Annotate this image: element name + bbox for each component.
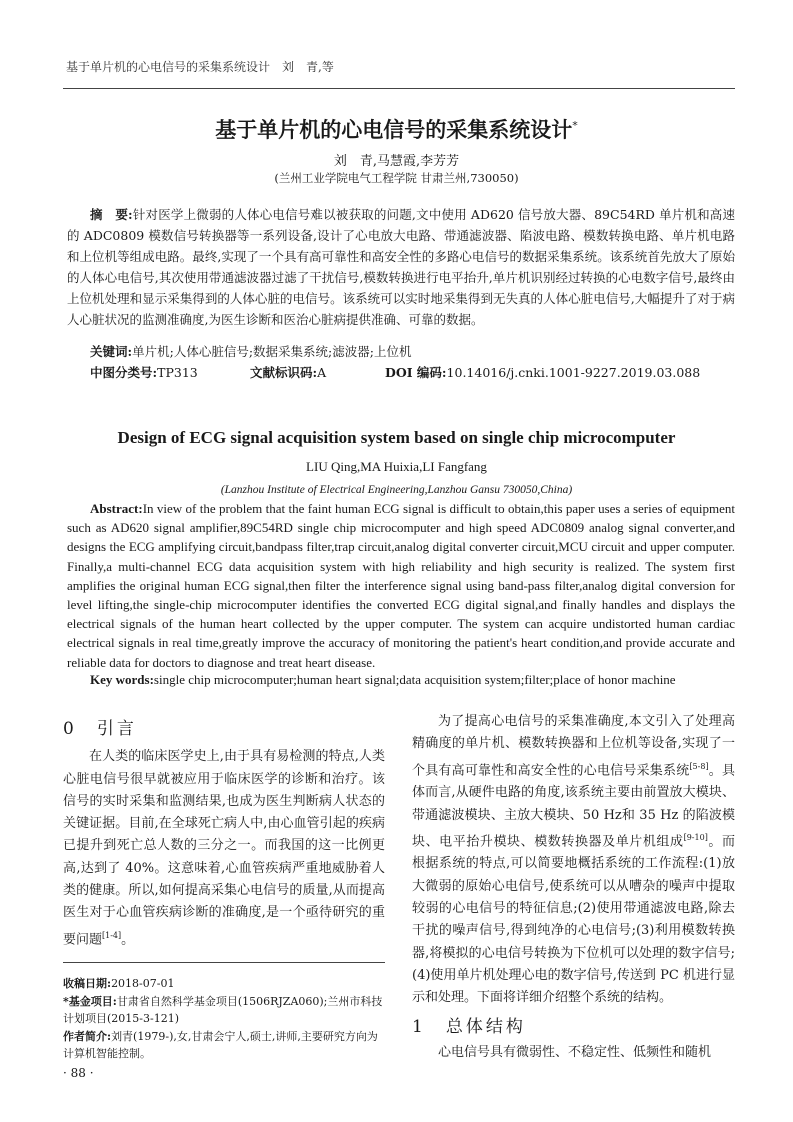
right-text-b: 。具体而言,从硬件电路的角度,该系统主要由前置放大模块、带通滤波模块、主放大模块、50 Hz和 35 Hz 的陷波模块、电平抬升模块、模数转换器及单片机组成	[412, 762, 735, 850]
doi-value: 10.14016/j.cnki.1001-9227.2019.03.088	[446, 365, 701, 380]
citation: [9-10]	[683, 832, 708, 842]
citation: [1-4]	[102, 930, 122, 940]
page-number: · 88 ·	[63, 1066, 94, 1080]
section-0-text: 在人类的临床医学史上,由于具有易检测的特点,人类心脏电信号很早就被应用于临床医学的诊断和治疗。该信号的实时采集和监测结果,也成为医生判断病人状态的关键证据。目前,在全球死亡病人中,由心血管引起的疾病已提升到死亡总人数的三分之一。而我国的这一比例更高,达到了 40%。这意味着,心血管疾病严重地威胁着人类的健康。所以,如何提高采集心电信号的质量,从而提高医生对于心血管疾病诊断的准确度,是一个亟待研究的重要问题	[63, 749, 385, 947]
abstract-en-label: Abstract:	[90, 501, 143, 516]
running-header: 基于单片机的心电信号的采集系统设计 刘 青,等	[66, 60, 334, 74]
title-en: Design of ECG signal acquisition system based on single chip microcomputer	[117, 428, 676, 447]
doi	[385, 363, 700, 381]
fund-label: *基金项目:	[63, 994, 117, 1008]
section-1-title: 总体结构	[445, 1016, 526, 1037]
fund-value: 甘肃省自然科学基金项目(1506RJZA060);兰州市科技计划项目(2015-3-121)	[63, 994, 383, 1025]
footnote-fund	[63, 993, 385, 1028]
section-0-heading	[63, 718, 385, 740]
footnotes	[63, 975, 385, 1063]
citation: [5-8]	[689, 761, 709, 771]
doi-label: DOI 编码:	[385, 365, 447, 380]
keywords-cn-label: 关键词:	[90, 344, 133, 359]
section-0-end: 。	[121, 932, 135, 947]
header-rule	[63, 88, 735, 89]
footnote-rule	[63, 962, 385, 963]
paper-title	[0, 114, 793, 144]
title-text: 基于单片机的心电信号的采集系统设计	[215, 118, 573, 142]
abstract-cn	[67, 204, 735, 330]
doc-code-label: 文献标识码:	[250, 365, 318, 380]
section-1-heading	[412, 1016, 735, 1038]
received-label: 收稿日期:	[63, 977, 112, 990]
footnote-received	[63, 975, 385, 993]
doc-code	[250, 363, 326, 381]
doc-code-value: A	[317, 365, 327, 380]
section-0-paragraph	[63, 746, 385, 951]
keywords-cn	[90, 342, 411, 360]
keywords-en-label: Key words:	[90, 672, 154, 687]
footnote-author	[63, 1028, 385, 1063]
keywords-cn-text: 单片机;人体心脏信号;数据采集系统;滤波器;上位机	[132, 344, 412, 359]
left-column	[63, 718, 385, 951]
author-label: 作者简介:	[63, 1029, 112, 1043]
section-1-number: 1	[412, 1016, 426, 1037]
keywords-en-text: single chip microcomputer;human heart signal;data acquisition system;filter;place of honor machine	[153, 672, 676, 687]
clc-value: TP313	[157, 365, 198, 380]
keywords-en	[90, 672, 676, 688]
right-text-c: 。而根据系统的特点,可以简要地概括系统的工作流程:(1)放大微弱的原始心电信号,使系统可以从嘈杂的噪声中提取较弱的心电信号的特征信息;(2)使用带通滤波电路,除去干扰的噪声信号,得到纯净的心电信号;(3)利用模数转换器,将模拟的心电信号转换为下位机可以处理的数字信号;(4)使用单片机处理心电的数字信号,传送到 PC 机进行显示和处理。下面将详细介绍整个系统的结构。	[412, 834, 735, 1006]
section-0-number: 0	[63, 719, 77, 739]
abstract-cn-label: 摘 要:	[90, 207, 133, 222]
classification-line	[90, 363, 198, 381]
abstract-en	[67, 499, 735, 672]
abstract-cn-text: 针对医学上微弱的人体心电信号难以被获取的问题,文中使用 AD620 信号放大器、89C54RD 单片机和高速的 ADC0809 模数信号转换器等一系列设备,设计了心电放大电路、带通滤波器、陷波电路、模数转换电路、单片机电路和上位机等组成电路。最终,实现了一个具有高可靠性和高安全性的多路心电信号的数据采集系统。该系统首先放大了原始的人体心电信号,其次使用带通滤波器过滤了干扰信号,模数转换进行电平抬升,单片机识别经过转换的心电数字信号,最终由上位机处理和显示采集得到的人体心脏的电信号。该系统可以实时地采集得到无失真的人体心脏电信号,大幅提升了对于病人心脏状况的监测准确度,为医生诊断和医治心脏病提供准确、可靠的数据。	[67, 207, 735, 327]
affiliation-cn: (兰州工业学院电气工程学院 甘肃兰州,730050)	[274, 171, 519, 185]
right-text-a: 为了提高心电信号的采集准确度,本文引入了处理高精确度的单片机、模数转换器和上位机等设备,实现了一个具有高可靠性和高安全性的心电信号采集系统	[412, 714, 735, 778]
affiliation-en: (Lanzhou Institute of Electrical Engineering,Lanzhou Gansu 730050,China)	[220, 484, 573, 496]
section-1-paragraph: 心电信号具有微弱性、不稳定性、低频性和随机	[438, 1044, 712, 1060]
abstract-en-text: In view of the problem that the faint human ECG signal is difficult to obtain,this paper uses a series of equipment such as AD620 signal amplifier,89C54RD single chip microcomputer and high speed ADC0809 analog signal converter,and designs the ECG amplifying circuit,bandpass filter,trap circuit,analog digital converter circuit,MCU circuit and upper computer. Finally,a multi-channel ECG data acquisition system with high reliability and high security is realized. The system first amplifies the original human ECG signal,then filter the interference signal using band-pass filter,analog digital conversion for level lifting,the single-chip microcomputer identifies the converted ECG digital signal,and finally handles and displays the electrical signals of the human heart collected by the upper computer. The system can acquire undistorted human cardiac electrical signals in real time,greatly improve the accuracy of monitoring the patient's heart condition,and provide accurate and reliable data for doctors to diagnose and treat heart disease.	[67, 501, 735, 670]
received-value: 2018-07-01	[111, 977, 175, 990]
right-paragraph	[412, 711, 735, 1010]
authors-en: LIU Qing,MA Huixia,LI Fangfang	[306, 459, 487, 474]
title-footnote-mark: *	[572, 119, 578, 132]
author-value: 刘青(1979-),女,甘肃会宁人,硕士,讲师,主要研究方向为计算机智能控制。	[63, 1029, 378, 1060]
section-0-title: 引言	[96, 719, 137, 739]
right-column	[412, 711, 735, 1064]
clc-label: 中图分类号:	[90, 365, 158, 380]
authors-cn: 刘 青,马慧霞,李芳芳	[333, 154, 460, 169]
